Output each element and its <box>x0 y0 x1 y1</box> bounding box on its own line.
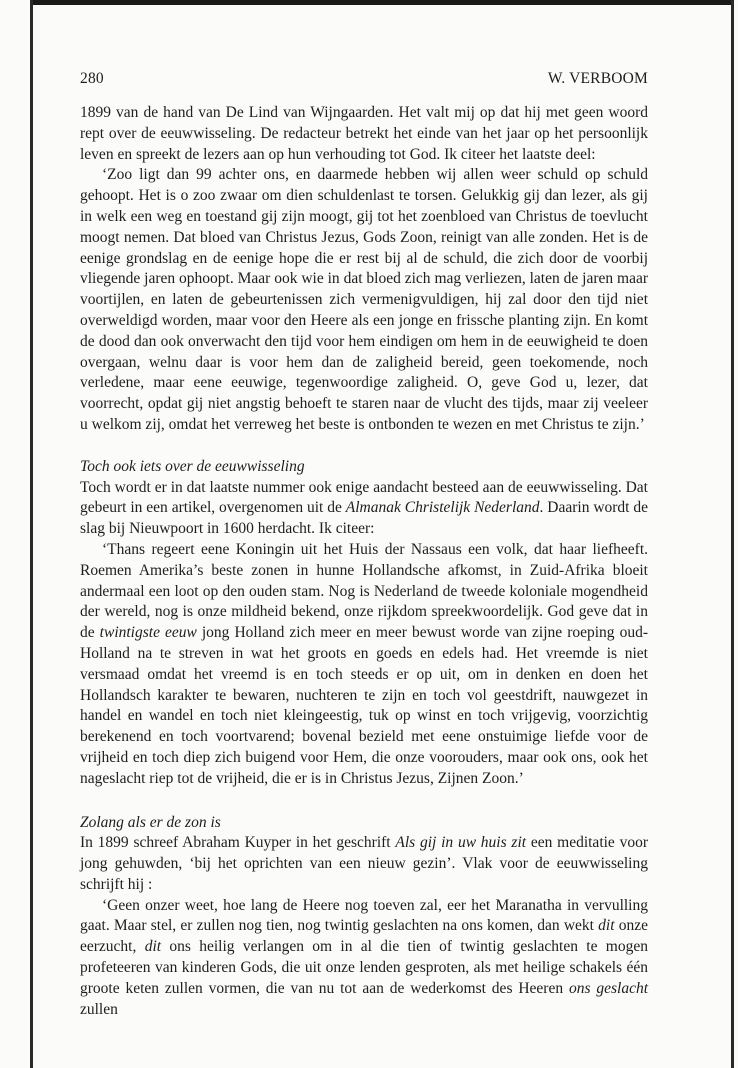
page-body <box>80 103 648 1020</box>
emphasis-dit-2: dit <box>144 938 162 956</box>
page-number: 280 <box>80 70 104 87</box>
quote-paragraph-1: ‘Zoo ligt dan 99 achter ons, en daarmede hebben wij allen weer schuld op schuld gehoopt. Het is o zoo zwaar om dien schuldenlast te torsen. Gelukkig gij dan lezer, als gij in welk een weg en toestand gij zijn moogt, gij tot het zoenbloed van Christus de toevlucht moogt nemen. Dat bloed van Christus Jezus, Gods Zoon, reinigt van alle zonden. Het is de eenige grondslag en de eenige hope die er rest bij al de schuld, die zich door de voorbij vliegende jaren ophoopt. Maar ook wie in dat bloed zich mag verliezen, laten de jaren maar voortijlen, en laten de gebeurtenissen zich vermenigvuldigen, hij zal door den tijd niet overweldigd worden, maar voor den Heere als een jonge en frissche planting zijn. En komt de dood dan ook onverwacht den tijd voor hem eindigen om hem in de eeuwigheid te doen overgaan, welnu daar is voor hem dan de zaligheid bereid, geen toekomende, noch verledene, maar eene eeuwige, tegenwoordige zaligheid. O, geve God u, lezer, dat voorrecht, opdat gij niet angstig behoeft te staren naar de vlucht des tijds, maar zij veeleer u welkom zij, omdat het verreweg het beste is ontbonden te wezen en met Christus te zijn.’ <box>80 166 648 433</box>
scan-border-top <box>30 0 734 5</box>
quote-paragraph-3: ‘Geen onzer weet, hoe lang de Heere nog toeven zal, eer het Maranatha in vervulling gaat. Maar stel, er zullen nog tien, nog twintig geslachten na ons komen, dan wekt dit onze eerzucht, dit ons heilig verlangen om in al die tien of twintig geslachten te mogen profeteeren van kinderen Gods, die uit onze lenden gesproten, als met heilige schakels één groote keten zullen vormen, die van nu tot aan de wederkomst des Heeren ons geslacht zullen <box>80 896 649 1018</box>
section-heading-1: Toch ook iets over de eeuwwisseling <box>80 457 305 475</box>
running-head: W. VERBOOM <box>547 70 648 87</box>
title-als-gij-in-uw-huis-zit: Als gij in uw huis zit <box>395 834 527 852</box>
quote-paragraph-2: ‘Thans regeert eene Koningin uit het Huis der Nassaus een volk, dat haar liefheeft. Roemen Amerika’s beste zonen in hunne Hollandsche afkomst, in Zuid-Afrika bloeit andermaal een loot op den ouden stam. Nog is Nederland de tweede koloniale mogendheid der wereld, nog is onze mildheid bekend, onze rijkdom spreekwoordelijk. God geve dat in de twintigste eeuw jong Holland zich meer en meer bewust worde van zijne roeping oud-Holland na te streven in wat het groots en goeds en edels had. Het vreemde is niet versmaad omdat het vreemd is en toch steeds er op uit, om in denken en doen het Hollandsch karakter te bewaren, nuchteren te zijn en toch vol geestdrift, nauwgezet in handel en wandel en toch niet kleingeestig, tuk op winst en toch vrijgevig, voorzichtig berekenend en toch voortvarend; bovenal bezield met eene onstuimige liefde voor de vrijheid en toch diep zich buigend voor Hem, die onze voorouders, maar ook ons, ook het nageslacht riep tot de vrijheid, die er is in Christus Jezus, Zijnen Zoon.’ <box>80 540 648 787</box>
intro-paragraph: 1899 van de hand van De Lind van Wijngaarden. Het valt mij op dat hij met geen woord rept over de eeuwwisseling. De redacteur betrekt het einde van het jaar op het persoonlijk leven en spreekt de lezers aan op hun verhouding tot God. Ik citeer het laatste deel: <box>80 104 648 163</box>
scan-border-right <box>731 0 734 1068</box>
scan-border-left <box>30 0 33 1068</box>
page-header <box>80 70 648 88</box>
emphasis-dit-1: dit <box>598 917 615 935</box>
section-2-paragraph: In 1899 schreef Abraham Kuyper in het geschrift Als gij in uw huis zit een meditatie voor jong gehuwden, ‘bij het oprichten van een nieuw gezin’. Vlak voor de eeuwwisseling schrijft hij : <box>80 834 648 893</box>
section-1-paragraph: Toch wordt er in dat laatste nummer ook enige aandacht besteed aan de eeuwwisseling. Dat gebeurt in een artikel, overgenomen uit de Almanak Christelijk Nederland. Daarin wordt de slag bij Nieuwpoort in 1600 herdacht. Ik citeer: <box>80 478 649 538</box>
emphasis-twintigste-eeuw: twintigste eeuw <box>99 624 197 642</box>
emphasis-ons-geslacht: ons geslacht <box>568 979 649 997</box>
section-heading-2: Zolang als er de zon is <box>80 813 221 831</box>
title-almanak: Almanak Christelijk Nederland <box>345 499 540 517</box>
